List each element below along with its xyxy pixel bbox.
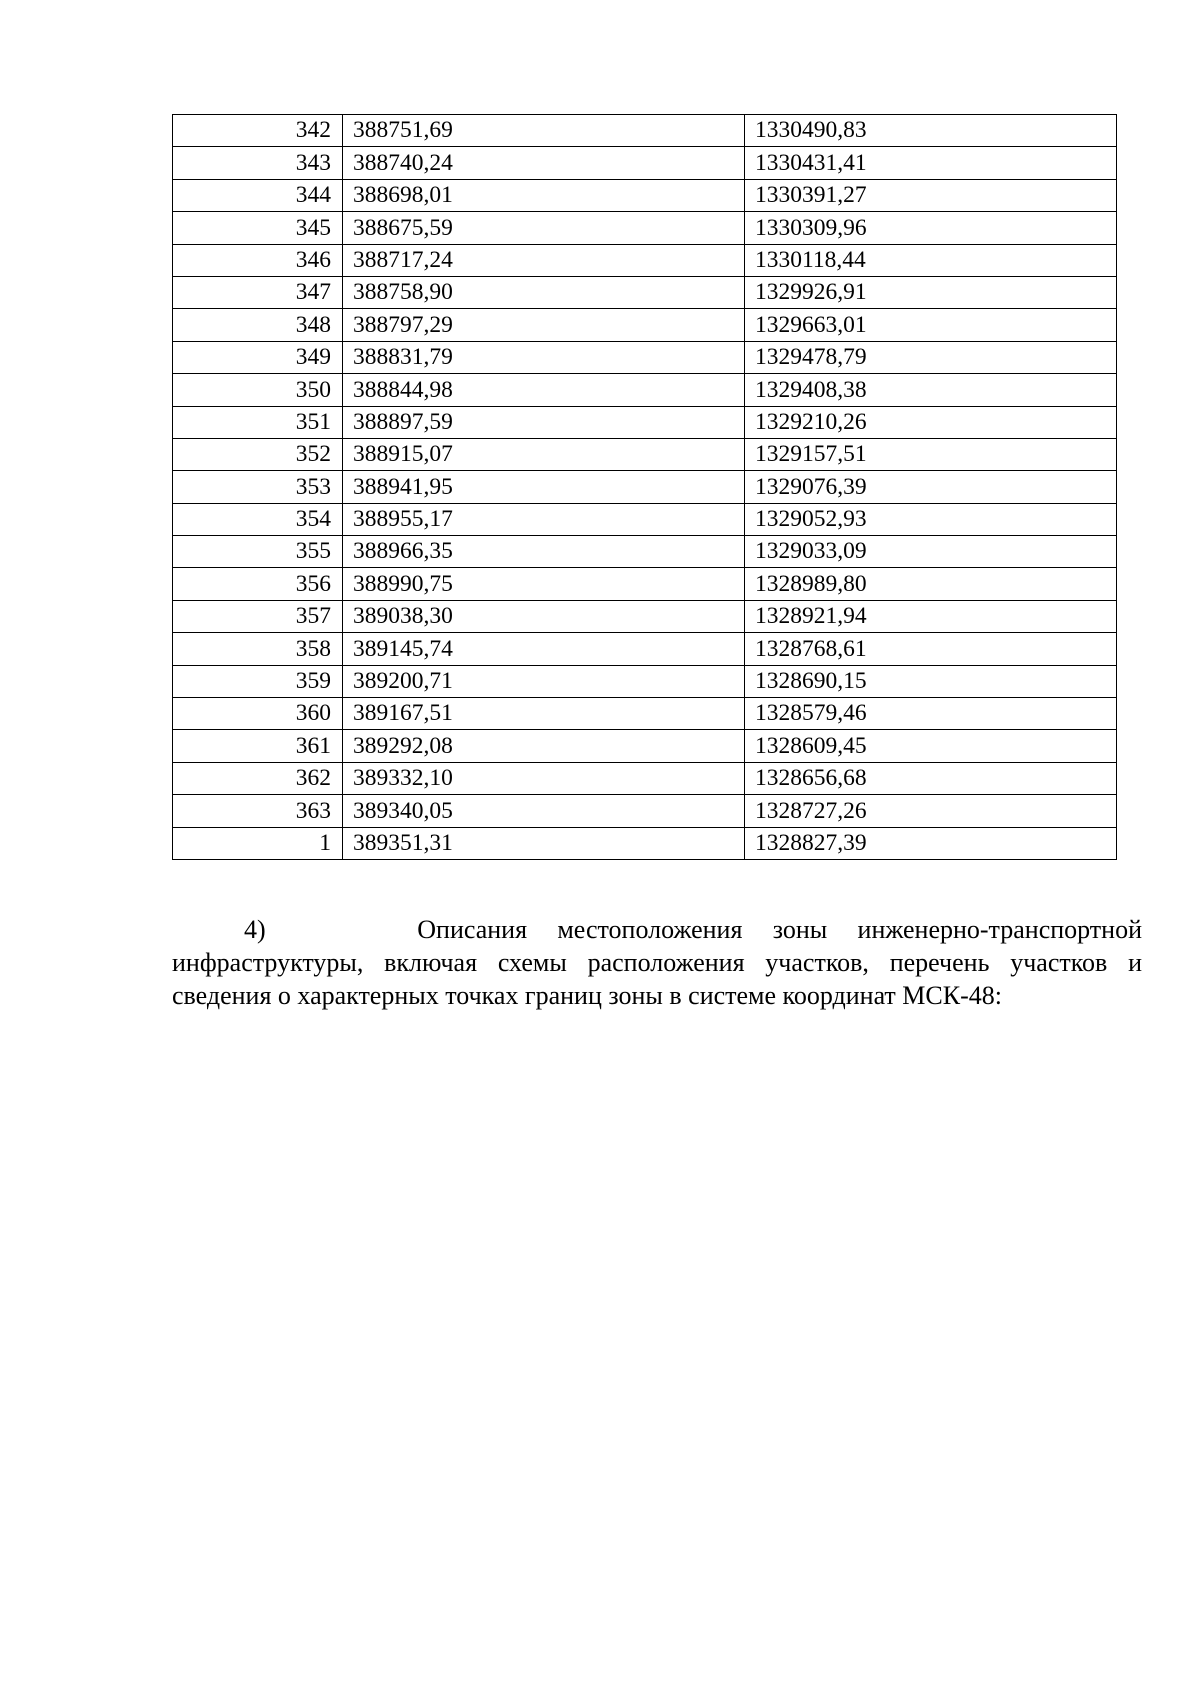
point-number: 359 [173,665,343,697]
table-row [173,633,1117,665]
coordinate-x: 388915,07 [343,438,745,470]
coordinate-x: 389340,05 [343,795,745,827]
point-number: 346 [173,244,343,276]
coordinate-y: 1328727,26 [745,795,1117,827]
coordinate-y: 1330118,44 [745,244,1117,276]
point-number: 345 [173,212,343,244]
table-row [173,568,1117,600]
coordinate-y: 1328690,15 [745,665,1117,697]
coordinate-x: 389145,74 [343,633,745,665]
coordinate-y: 1329033,09 [745,536,1117,568]
coordinate-y: 1329076,39 [745,471,1117,503]
coordinate-y: 1328768,61 [745,633,1117,665]
point-number: 352 [173,438,343,470]
point-number: 343 [173,147,343,179]
coordinate-y: 1328827,39 [745,827,1117,859]
point-number: 349 [173,341,343,373]
coordinate-x: 388740,24 [343,147,745,179]
coordinate-y: 1329663,01 [745,309,1117,341]
coordinate-x: 388897,59 [343,406,745,438]
coordinate-x: 388717,24 [343,244,745,276]
coordinate-y: 1328579,46 [745,698,1117,730]
point-number: 1 [173,827,343,859]
table-row [173,374,1117,406]
table-row [173,309,1117,341]
point-number: 350 [173,374,343,406]
table-row [173,341,1117,373]
point-number: 347 [173,276,343,308]
paragraph-first-line: 4) Описания местоположения зоны инженерно-транспортной [244,915,1142,944]
coordinate-x: 388751,69 [343,115,745,147]
table-row [173,276,1117,308]
coordinates-table [172,114,1117,860]
point-number: 354 [173,503,343,535]
table-row [173,795,1117,827]
point-number: 360 [173,698,343,730]
coordinate-y: 1328656,68 [745,762,1117,794]
coordinate-x: 389332,10 [343,762,745,794]
coordinate-x: 388797,29 [343,309,745,341]
coordinate-y: 1330391,27 [745,179,1117,211]
point-number: 356 [173,568,343,600]
coordinate-y: 1330309,96 [745,212,1117,244]
point-number: 361 [173,730,343,762]
zone-description-paragraph [172,913,1142,1012]
point-number: 342 [173,115,343,147]
coordinate-x: 388844,98 [343,374,745,406]
coordinate-y: 1328609,45 [745,730,1117,762]
point-number: 351 [173,406,343,438]
point-number: 362 [173,762,343,794]
coordinate-y: 1328921,94 [745,600,1117,632]
coordinate-y: 1330490,83 [745,115,1117,147]
coordinate-x: 388698,01 [343,179,745,211]
point-number: 355 [173,536,343,568]
point-number: 363 [173,795,343,827]
coordinate-x: 388941,95 [343,471,745,503]
point-number: 357 [173,600,343,632]
table-row [173,762,1117,794]
table-row [173,730,1117,762]
paragraph-rest: инфраструктуры, включая схемы расположения участков, перечень участков и сведения о характерных точках границ зоны в системе координат МСК-48: [172,948,1142,1010]
coordinate-y: 1329052,93 [745,503,1117,535]
coordinate-x: 389292,08 [343,730,745,762]
table-row [173,179,1117,211]
coordinate-y: 1329408,38 [745,374,1117,406]
coordinate-x: 388990,75 [343,568,745,600]
coordinate-y: 1329926,91 [745,276,1117,308]
table-row [173,698,1117,730]
table-row [173,471,1117,503]
point-number: 353 [173,471,343,503]
table-row [173,115,1117,147]
coordinate-x: 389351,31 [343,827,745,859]
table-row [173,665,1117,697]
table-row [173,438,1117,470]
coordinates-table-body [173,115,1117,860]
point-number: 358 [173,633,343,665]
table-row [173,147,1117,179]
table-row [173,212,1117,244]
coordinate-y: 1329478,79 [745,341,1117,373]
point-number: 344 [173,179,343,211]
table-row [173,600,1117,632]
table-row [173,244,1117,276]
table-row [173,536,1117,568]
coordinate-y: 1330431,41 [745,147,1117,179]
coordinate-x: 388758,90 [343,276,745,308]
table-row [173,503,1117,535]
coordinate-y: 1329210,26 [745,406,1117,438]
coordinate-x: 388675,59 [343,212,745,244]
coordinate-y: 1328989,80 [745,568,1117,600]
coordinate-x: 388955,17 [343,503,745,535]
coordinate-x: 388966,35 [343,536,745,568]
coordinate-x: 389200,71 [343,665,745,697]
point-number: 348 [173,309,343,341]
coordinate-x: 389167,51 [343,698,745,730]
coordinate-x: 388831,79 [343,341,745,373]
table-row [173,406,1117,438]
coordinate-y: 1329157,51 [745,438,1117,470]
coordinate-x: 389038,30 [343,600,745,632]
table-row [173,827,1117,859]
